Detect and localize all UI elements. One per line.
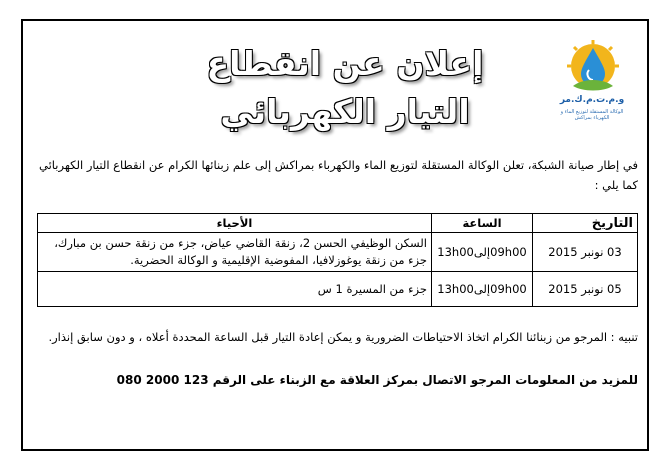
- water-drop-sun-icon: [565, 40, 621, 96]
- table-row: [38, 233, 638, 272]
- notice-paragraph: تنبيه : المرجو من زبنائنا الكرام اتخاذ الاحتياطات الضرورية و يمكن إعادة التيار قبل الساعة المحددة أعلاه ، و دون سابق إنذار.: [48, 330, 638, 344]
- cell-areas: جزء من المسيرة 1 س: [38, 272, 432, 307]
- header-areas: الأحياء: [38, 214, 432, 233]
- agency-logo: [553, 40, 631, 130]
- table-row: [38, 272, 638, 307]
- intro-paragraph: في إطار صيانة الشبكة، تعلن الوكالة المستقلة لتوزيع الماء والكهرباء بمراكش إلى علم زبنائها الكرام عن انقطاع التيار الكهربائي كما يلي :: [38, 158, 638, 192]
- title-line-2: التيار الكهربائي: [220, 92, 470, 131]
- logo-name: و.م.ت.م.ك.مر: [559, 95, 625, 105]
- contact-line: للمزيد من المعلومات المرجو الاتصال بمركز العلاقة مع الزبناء على الرقم 123 2000 080: [116, 373, 638, 387]
- cell-date: 05 نونبر 2015: [533, 272, 638, 307]
- header-time: الساعة: [432, 214, 533, 233]
- title-line-1: إعلان عن انقطاع: [206, 44, 484, 83]
- logo-subtitle: الوكالة المستقلة لتوزيع الماء و الكهرباء بمراكش: [560, 109, 624, 121]
- cell-areas: السكن الوظيفي الحسن 2، زنقة القاضي عياض، جزء من زنقة حسن بن مبارك، جزء من زنقة يوغوزلافيا، المفوضية الإقليمية و الوكالة الحضرية.: [38, 233, 432, 272]
- cell-time: 09h00إلى13h00: [432, 272, 533, 307]
- outage-table: [37, 213, 638, 307]
- header-date: التاريخ: [533, 214, 638, 233]
- cell-time: 09h00إلى13h00: [432, 233, 533, 272]
- page-title: [150, 40, 540, 136]
- cell-date: 03 نونبر 2015: [533, 233, 638, 272]
- table-header-row: [38, 214, 638, 233]
